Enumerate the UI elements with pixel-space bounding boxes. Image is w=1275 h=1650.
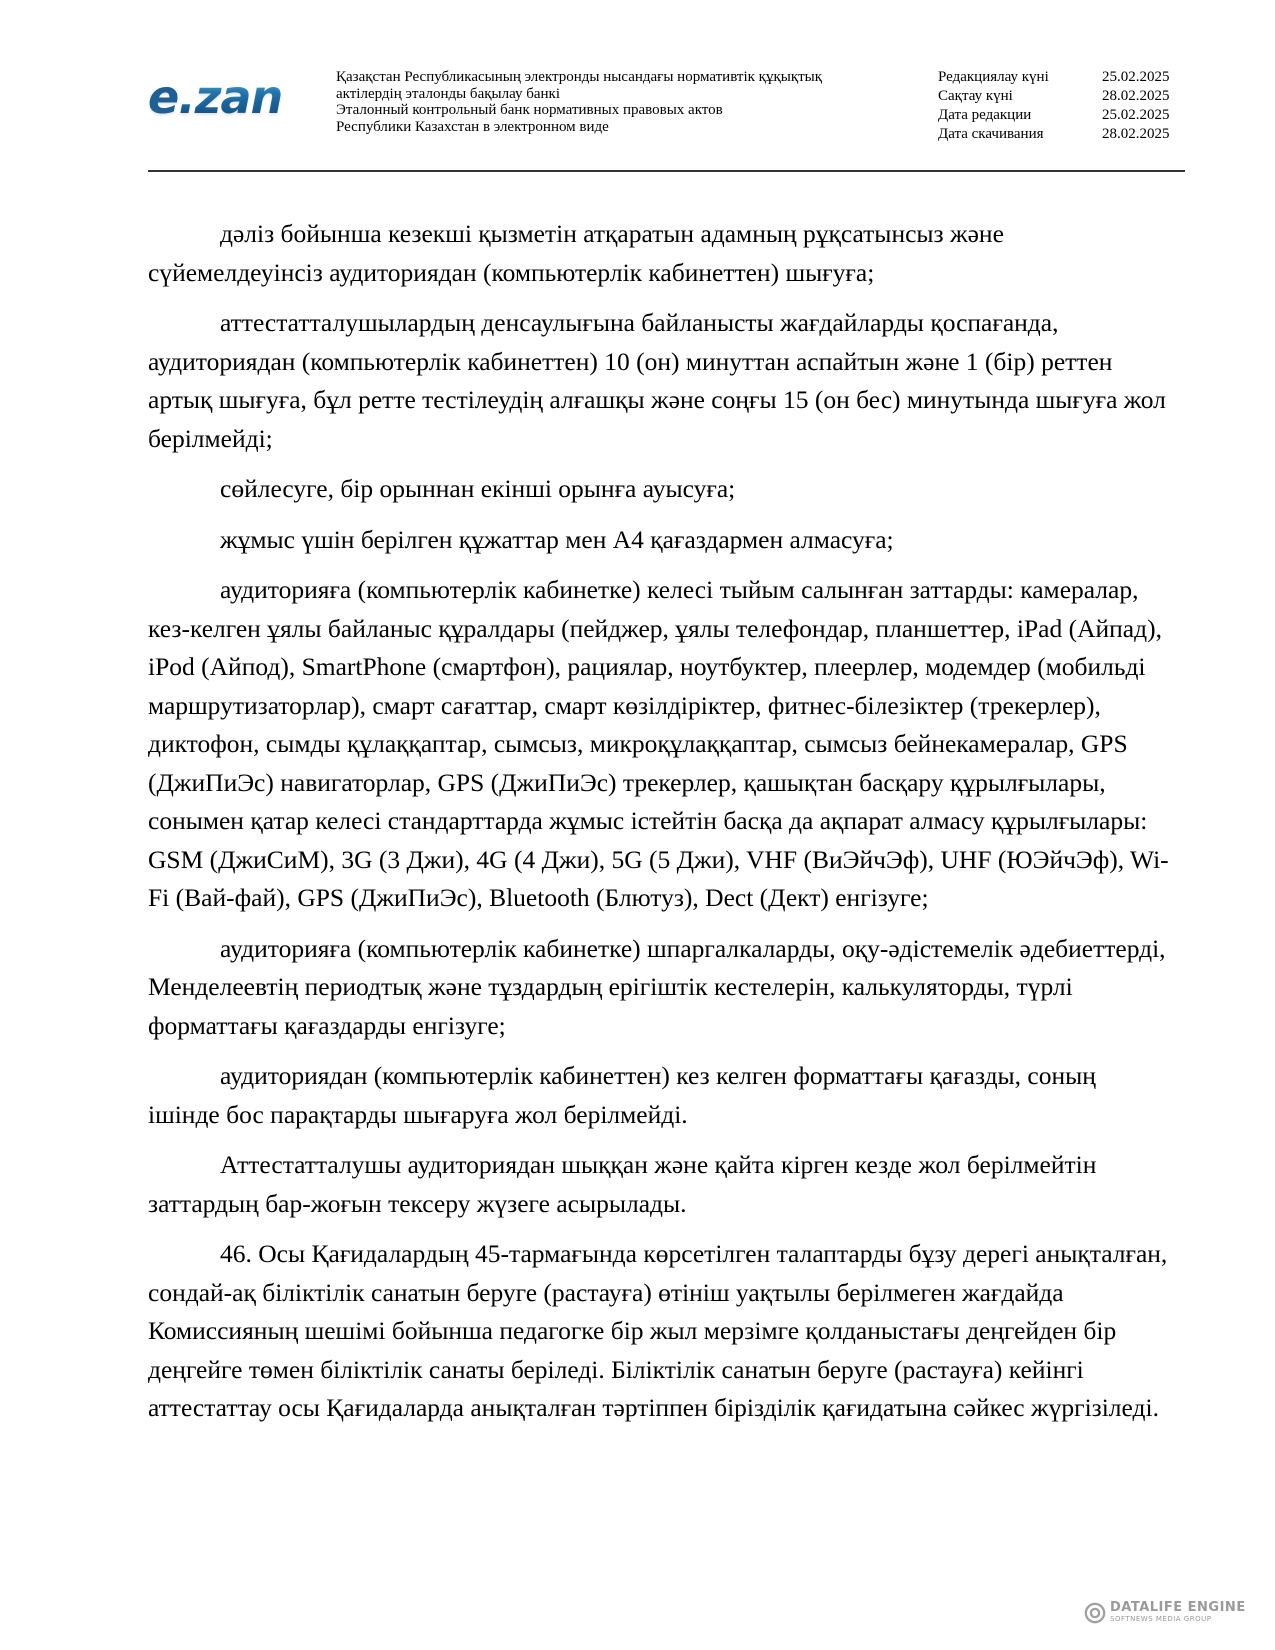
- paragraph: Аттестатталушы аудиториядан шыққан және қайта кірген кезде жол берілмейтін заттардың бар-жоғын тексеру жүзеге асырылады.: [148, 1150, 1097, 1218]
- meta-row-edit-date-ru: [938, 106, 1170, 125]
- meta-value: 28.02.2025: [1102, 126, 1170, 142]
- paragraph: сөйлесуге, бір орыннан екінші орынға ауысуға;: [220, 474, 736, 503]
- header-meta: [938, 68, 1170, 144]
- meta-label: Дата скачивания: [938, 126, 1044, 142]
- meta-row-edit-date-kk: [938, 68, 1170, 87]
- paragraph: аттестатталушылардың денсаулығына байланысты жағдайларды қоспағанда, аудиториядан (компьютерлік кабинеттен) 10 (он) минуттан аспайтын және 1 (бір) реттен артық шығуға, бұл ретте тестілеудің алғашқы және соңғы 15 (он бес) минутында шығуға жол берілмейді;: [148, 308, 1166, 453]
- meta-value: 28.02.2025: [1102, 88, 1170, 104]
- meta-row-download-date-ru: [938, 125, 1170, 144]
- header-title-line: Эталонный контрольный банк нормативных правовых актов: [336, 102, 723, 118]
- watermark-text: [1110, 1601, 1246, 1624]
- watermark-line2: SOFTNEWS MEDIA GROUP: [1110, 1615, 1212, 1623]
- header-title-line: Республики Казахстан в электронном виде: [336, 118, 609, 135]
- paragraph: аудиторияға (компьютерлік кабинетке) шпаргалкаларды, оқу-әдістемелік әдебиеттерді, Менделеевтің периодтық және тұздардың ерігіштік кестелерін, калькуляторды, түрлі форматтағы қағаздарды енгізуге;: [148, 933, 1166, 1040]
- meta-label: Сақтау күні: [938, 88, 1013, 104]
- document-body: [148, 215, 1173, 1440]
- paragraph: жұмыс үшін берілген құжаттар мен А4 қағаздармен алмасуға;: [220, 524, 894, 554]
- meta-label: Дата редакции: [938, 107, 1032, 123]
- paragraph: 46. Осы Қағидалардың 45-тармағында көрсетілген талаптарды бұзу дерегі анықталған, сондай-ақ біліктілік санатын беруге (растауға) өтініш уақтылы берілмеген жағдайда Комиссияның шешімі бойынша педагогке бір жыл мерзімге қолданыстағы деңгейден бір деңгейге төмен біліктілік санаты беріледі. Біліктілік санатын беруге (растауға) кейінгі аттестаттау осы Қағидаларда анықталған тәртіппен біріздiлiк қағидатына сәйкес жүргізіледі.: [148, 1239, 1168, 1422]
- header-title-line: Қазақстан Республикасының электронды нысандағы нормативтік құқықтық: [336, 69, 823, 85]
- datalife-watermark: [1084, 1601, 1246, 1624]
- meta-value: 25.02.2025: [1102, 69, 1170, 85]
- datalife-logo-icon: [1084, 1602, 1106, 1624]
- header-titles: [336, 69, 896, 135]
- watermark-line1: DATALIFE ENGINE: [1110, 1600, 1246, 1615]
- meta-label: Редакциялау күні: [938, 69, 1049, 85]
- header-divider: [148, 170, 1185, 172]
- header-title-line: актілердің эталонды бақылау банкі: [336, 85, 560, 102]
- paragraph: дәліз бойынша кезекші қызметін атқаратын адамның рұқсатынсыз және сүйемелдеуінсіз аудиториядан (компьютерлік кабинеттен) шығуға;: [148, 219, 1004, 287]
- meta-value: 25.02.2025: [1102, 107, 1170, 123]
- meta-row-save-date-kk: [938, 87, 1170, 106]
- paragraph: аудиториядан (компьютерлік кабинеттен) кез келген форматтағы қағазды, соның ішінде бос парақтарды шығаруға жол берілмейді.: [148, 1061, 1096, 1129]
- ezan-logo: e.zan: [148, 70, 283, 124]
- paragraph: аудиторияға (компьютерлік кабинетке) келесі тыйым салынған заттарды: камералар, кез-келген ұялы байланыс құралдары (пейджер, ұялы телефондар, планшеттер, iPad (Айпад), iPod (Айпод), SmartPhone (смартфон), рациялар, ноутбуктер, плеерлер, модемдер (мобильді маршрутизаторлар), смарт сағаттар, смарт көзілдіріктер, фитнес-білезіктер (трекерлер), диктофон, сымды құлаққаптар, сымсыз, микроқұлаққаптар, сымсыз бейнекамералар, GPS (ДжиПиЭс) навигаторлар, GPS (ДжиПиЭс) трекерлер, қашықтан басқару құрылғылары, сонымен қатар келесі стандарттарда жұмыс істейтін басқа да ақпарат алмасу құрылғылары: GSM (ДжиСиМ), 3G (3 Джи), 4G (4 Джи), 5G (5 Джи), VHF (ВиЭйчЭф), UHF (ЮЭйчЭф), Wi-Fi (Вай-фай), GPS (ДжиПиЭс), Bluetooth (Блютуз), Dect (Дект) енгізуге;: [148, 575, 1169, 912]
